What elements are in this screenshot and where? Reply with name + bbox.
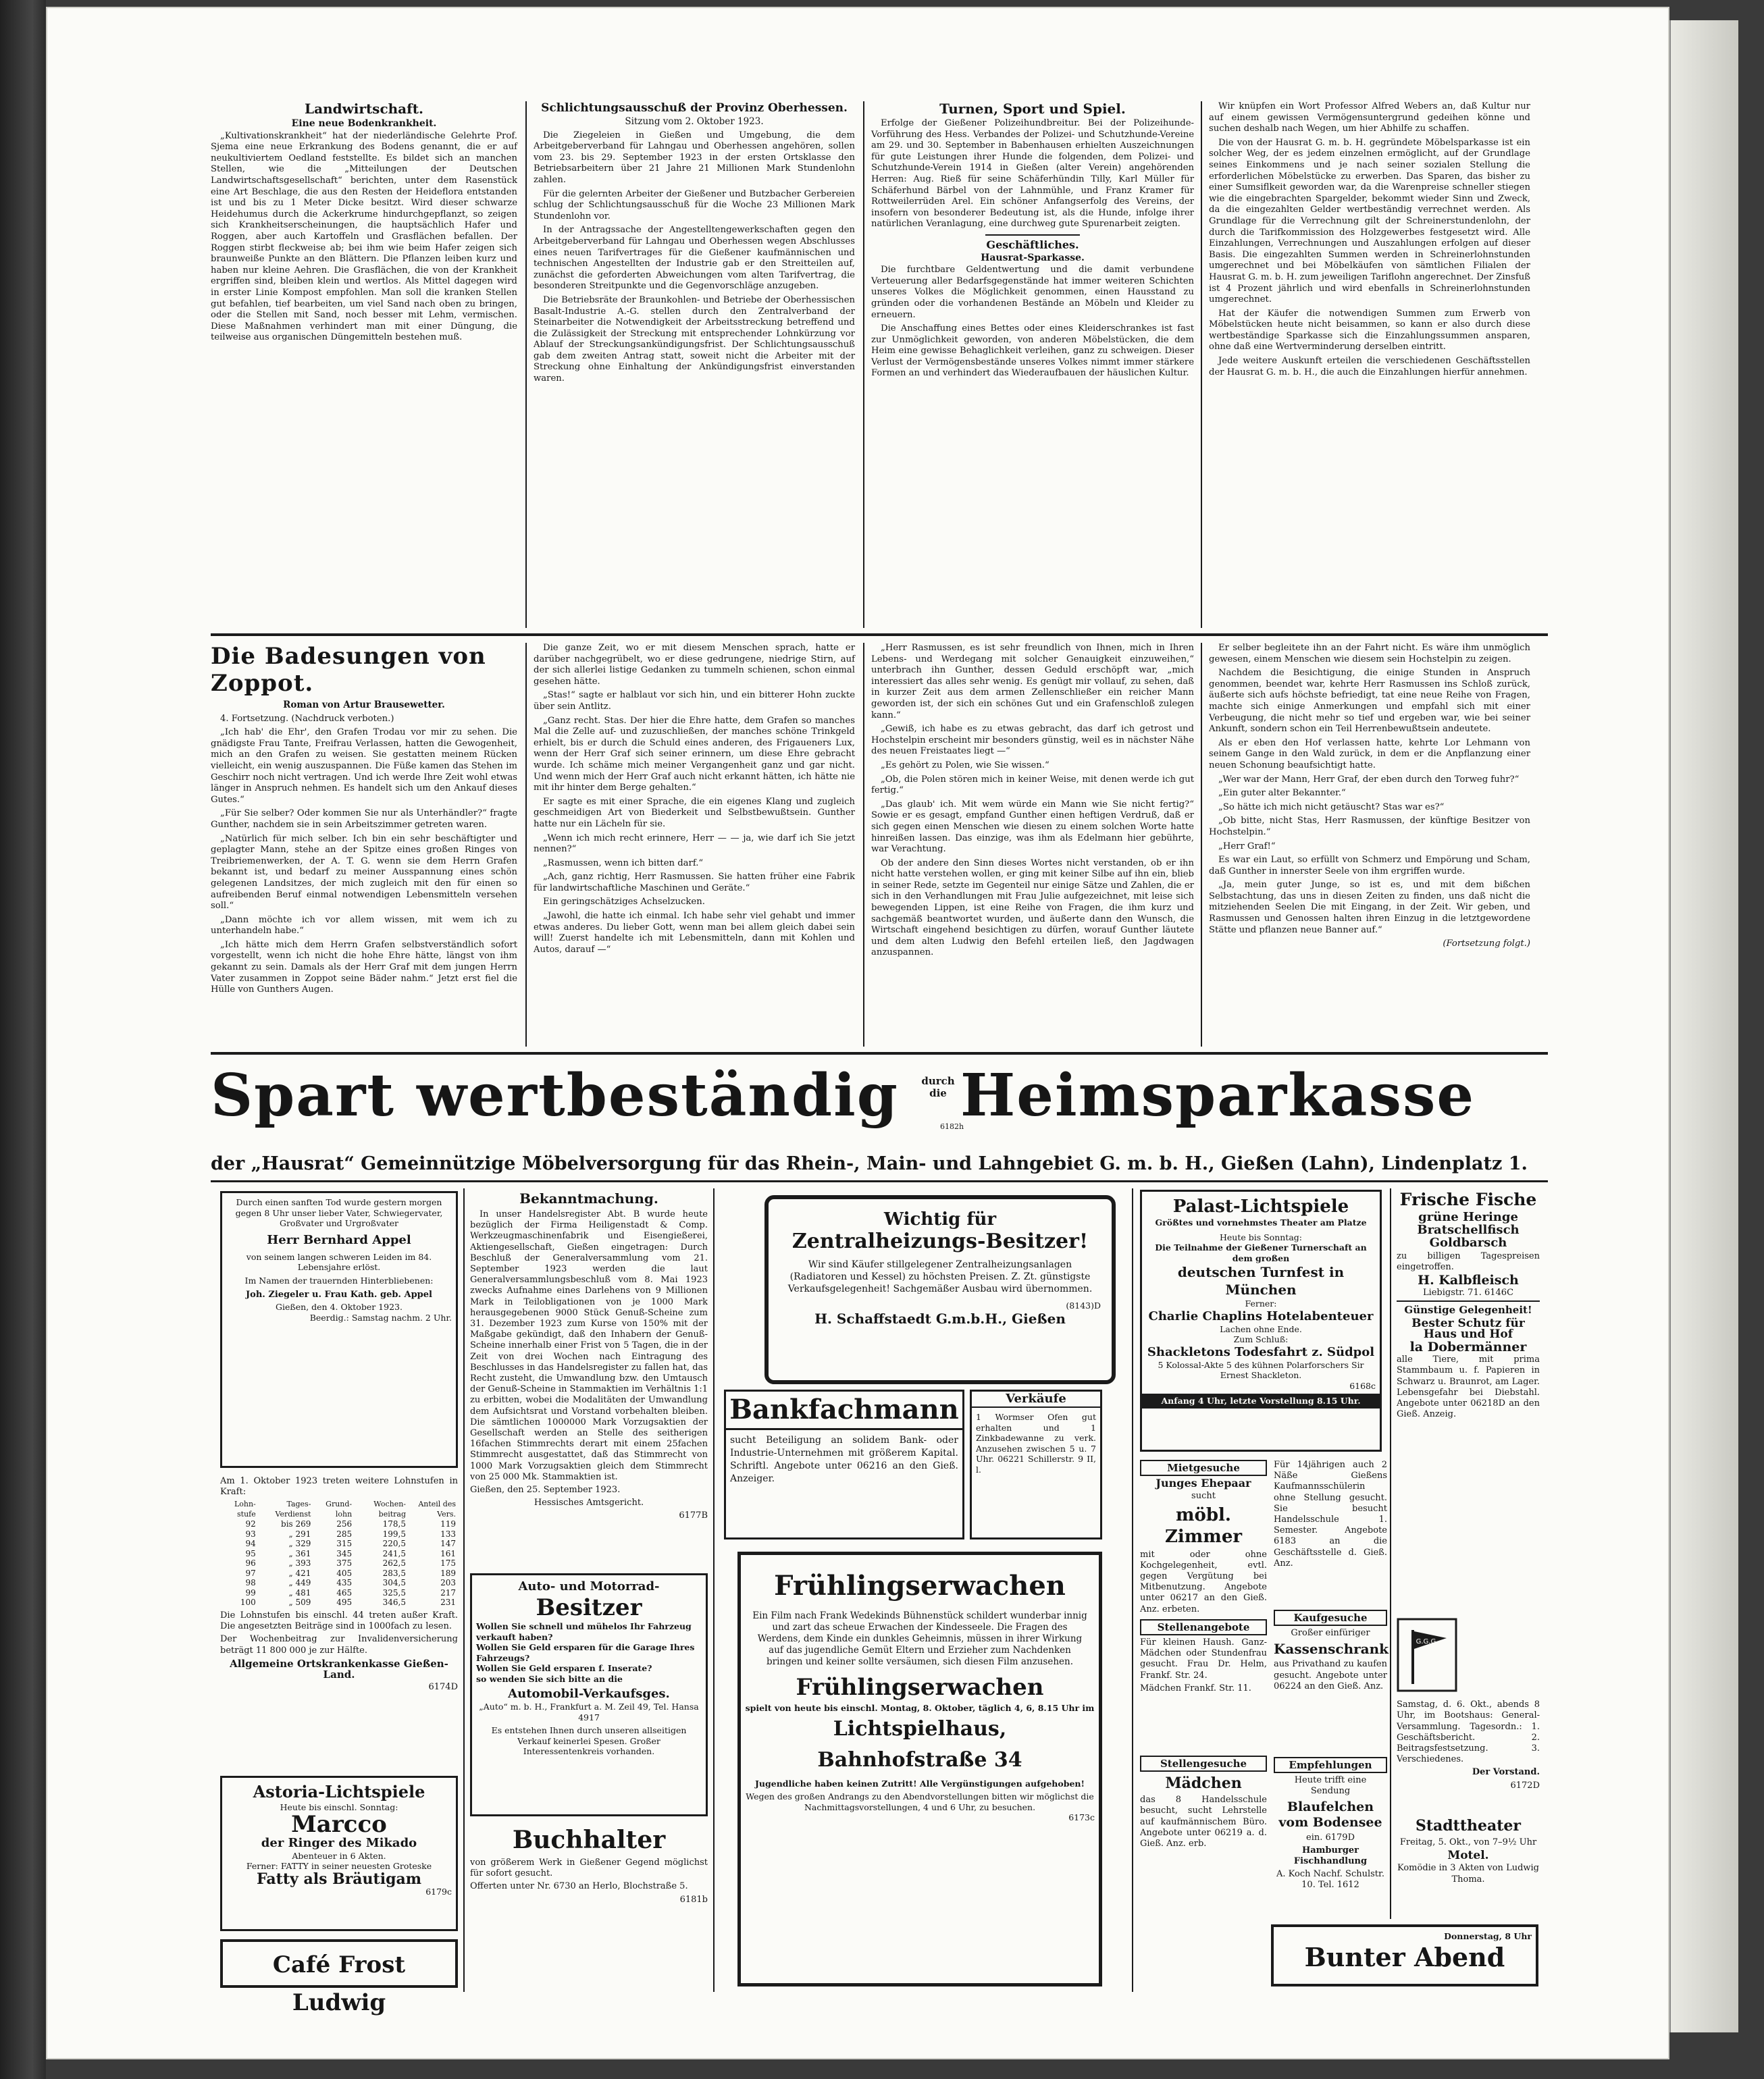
film-title: Shackletons Todesfahrt z. Südpol bbox=[1147, 1344, 1375, 1359]
table-cell: 285 bbox=[336, 1529, 353, 1539]
table-cell: 220,5 bbox=[382, 1539, 407, 1549]
ad-text: Lachen ohne Ende. bbox=[1220, 1323, 1302, 1334]
article-sport bbox=[871, 101, 1194, 628]
novel-note: 4. Fortsetzung. (Nachdruck verboten.) bbox=[220, 713, 394, 724]
ad-sign: Der Vorstand. bbox=[1472, 1767, 1540, 1778]
table-header: Wochen-beitrag bbox=[373, 1500, 407, 1519]
ad-head: Empfehlungen bbox=[1274, 1757, 1387, 1773]
continuation-note: (Fortsetzung folgt.) bbox=[1443, 939, 1530, 949]
paragraph: „Ein guter alter Bekannter.“ bbox=[1218, 788, 1346, 799]
ad-text: Bratschellfisch bbox=[1417, 1223, 1520, 1238]
article-head: Turnen, Sport und Spiel. bbox=[939, 101, 1126, 117]
column-rule bbox=[525, 643, 527, 1047]
paragraph: „Ja, mein guter Junge, so ist es, und mit dem bißchen Selbstachtung, das uns in diesen Zeiten zu finden, uns daß nicht die mitziehenden Seelen Die mit Eingang, in der Zeit. Wir geben, und Rasmussen und Genossen halten ihren Einzug in die letztgewordene Stätte und pflanzen neue Banner auf.“ bbox=[1209, 880, 1530, 935]
film-title: Frühlingserwachen bbox=[774, 1570, 1066, 1602]
newspaper-page bbox=[46, 7, 1669, 2059]
table-header: Anteil des Vers. bbox=[418, 1500, 456, 1519]
ad-head: Verkäufe bbox=[972, 1392, 1100, 1408]
ad-text: Wollen Sie Geld ersparen für die Garage Ihres Fahrzeugs? bbox=[476, 1642, 695, 1663]
flag-logo-icon bbox=[1397, 1618, 1457, 1692]
ad-title-line: Wichtig für bbox=[883, 1209, 997, 1230]
ad-code: 6173c bbox=[1068, 1812, 1095, 1822]
paragraph: Jede weitere Auskunft erteilen die verschiedenen Geschäftsstellen der Hausrat G. m. b. H., die auch die Einzahlungen hierfür annehmen. bbox=[1209, 356, 1530, 377]
article-date: Sitzung vom 2. Oktober 1923. bbox=[625, 116, 764, 127]
table-cell: 346,5 bbox=[382, 1598, 407, 1608]
table-header: Tages-Verdienst bbox=[275, 1500, 311, 1519]
ad-title: möbl. Zimmer bbox=[1164, 1504, 1243, 1547]
table-cell: „ 393 bbox=[288, 1558, 311, 1569]
table-row bbox=[220, 1539, 458, 1549]
table-cell: bis 269 bbox=[281, 1519, 311, 1529]
ad-text: von größerem Werk in Gießener Gegend möglichst für sofort gesucht. bbox=[470, 1858, 708, 1879]
table-row bbox=[220, 1578, 458, 1588]
film-title: Fatty als Bräutigam bbox=[257, 1870, 421, 1888]
table-cell: 304,5 bbox=[382, 1578, 407, 1588]
ad-text: Wollen Sie Geld ersparen f. Inserate? bbox=[476, 1663, 652, 1673]
column-rule bbox=[1390, 1188, 1391, 1919]
table-row bbox=[220, 1549, 458, 1559]
film-title: Frühlingserwachen bbox=[796, 1674, 1044, 1701]
ad-text: Komödie in 3 Akten von Ludwig Thoma. bbox=[1397, 1863, 1539, 1885]
play-title: Motel. bbox=[1447, 1849, 1489, 1863]
ad-text: Ein Film nach Frank Wedekinds Bühnenstück schildert wunderbar innig und zart das scheue Erwachen der Kindesseele. Die Fragen des Werdens, dem Kinde ein dunkles Geheimnis, müssen in ihrer Wirkung auf das jugendliche Gemüt Eltern und Erzieher zum Nachdenken bringen und keiner sollte versäumen, sich diesen Film anzusehen. bbox=[752, 1610, 1087, 1667]
table-cell: 231 bbox=[440, 1598, 456, 1608]
film-title: deutschen Turnfest in München bbox=[1177, 1264, 1345, 1298]
ad-text: sucht bbox=[1191, 1491, 1216, 1502]
paragraph: „Jawohl, die hatte ich einmal. Ich habe sehr viel gehabt und immer etwas anderes. Du lieber Gott, wenn man bei allem gleich dabei sein will! Zuerst handelte ich mit Lebensmitteln, dann mit Kohlen und Autos, darauf —“ bbox=[534, 911, 855, 955]
table-row bbox=[220, 1569, 458, 1579]
ad-text: Donnerstag, 8 Uhr bbox=[1444, 1931, 1532, 1941]
table-cell: 241,5 bbox=[382, 1548, 407, 1558]
table-cell: 435 bbox=[336, 1578, 353, 1588]
paragraph: „Ich hätte mich dem Herrn Grafen selbstverständlich sofort vorgestellt, wenn ich nicht die hohe Ehre hätte, längst von ihm gekannt zu sein. Damals als der Herr Graf mit dem jungen Herrn Vater zusammen in Zoppot seine Bäder nahm.“ Jetzt erst fiel die Hülle von Gunthers Augen. bbox=[211, 939, 517, 995]
article-head: Landwirtschaft. bbox=[305, 101, 423, 117]
ad-text: Offerten unter Nr. 6730 an Herlo, Blochstraße 5. bbox=[470, 1881, 688, 1892]
ad-title: Mädchen bbox=[1165, 1774, 1242, 1793]
table-cell: 119 bbox=[440, 1519, 456, 1529]
ad-code: 6172D bbox=[1510, 1780, 1540, 1791]
paragraph: Die Betriebsräte der Braunkohlen- und Betriebe der Oberhessischen Basalt-Industrie A.-G. stellen durch den Zentralverband der Steinarbeiter die Notwendigkeit der Arbeitsstreckung betreffend und die Zulässigkeit der Streckung mit entsprechender Lohnkürzung vor Ablauf der Streckungsankündigungsfrist. Der Schlichtungsausschuß gab dem zweiten Antrag statt, soweit nicht die Arbeiter mit der Streckung ohne Einhaltung der Ankündigungsfrist einverstanden waren. bbox=[534, 294, 855, 384]
bookkeeper-ad bbox=[470, 1824, 708, 1986]
article-head: Schlichtungsausschuß der Provinz Oberhessen. bbox=[541, 101, 848, 115]
ad-text: Die Teilnahme der Gießener Turnerschaft an dem großen bbox=[1155, 1242, 1367, 1263]
ad-text: zu billigen Tagespreisen eingetroffen. bbox=[1397, 1251, 1540, 1272]
ad-text: Zum Schluß: bbox=[1233, 1334, 1289, 1344]
ad-code: 6177B bbox=[679, 1510, 708, 1521]
table-cell: 175 bbox=[440, 1558, 456, 1569]
paragraph: „Ob, die Polen stören mich in keiner Weise, mit denen werde ich gut fertig.“ bbox=[871, 774, 1194, 796]
column-rule bbox=[863, 643, 864, 1047]
ad-text: Heute trifft eine Sendung bbox=[1294, 1775, 1367, 1797]
banner-mid-text: durch die bbox=[921, 1075, 955, 1099]
section-rule bbox=[211, 1052, 1548, 1055]
table-row bbox=[220, 1519, 458, 1529]
ad-head: Günstige Gelegenheit! bbox=[1397, 1300, 1540, 1315]
table-cell: 345 bbox=[336, 1548, 353, 1558]
table-cell: „ 329 bbox=[288, 1539, 311, 1549]
column-rule bbox=[863, 101, 864, 628]
table-cell: 375 bbox=[336, 1558, 353, 1569]
newspaper-sheet bbox=[211, 88, 1548, 2016]
paragraph: Die ganze Zeit, wo er mit diesem Menschen sprach, hatte er darüber nachgegrübelt, wo er diese gedrungene, niedrige Stirn, auf der sich allerlei listige Gedanken zu tummeln schienen, schon einmal gesehen hätte. bbox=[534, 643, 855, 687]
ad-text: aus Privathand zu kaufen gesucht. Angebote unter 06224 an den Gieß. Anz. bbox=[1274, 1659, 1387, 1691]
table-cell: 189 bbox=[440, 1568, 456, 1578]
banner-left-text: Spart wertbeständig bbox=[211, 1061, 899, 1130]
table-cell: 99 bbox=[245, 1587, 256, 1598]
paragraph: Er sagte es mit einer Sprache, die ein eigenes Klang und zugleich geschmeidigen Art von Biederkeit und Selbstbewußtsein. Gunther hatte nur ein Lächeln für sie. bbox=[534, 796, 855, 829]
column-rule bbox=[463, 1188, 465, 1992]
paragraph: Hat der Käufer die notwendigen Summen zum Erwerb von Möbelstücken heute nicht beisammen, so kann er also durch diese wertbeständige Sparkasse sich die Einzahlungssummen ansparen, ohne daß eine Wertverminderung derselben eintritt. bbox=[1209, 308, 1530, 352]
article-savings bbox=[1209, 101, 1530, 628]
death-notice bbox=[220, 1191, 458, 1468]
article-sub: Eine neue Bodenkrankheit. bbox=[291, 118, 437, 129]
paragraph: „Kultivationskrankheit“ hat der niederländische Gelehrte Prof. Sjema eine neue Erkrankung des Bodens genannt, die er auf neukultiviertem Oedland feststellte. Es bildet sich an manchen Stellen, wie die „Mitteilungen der Deutschen Landwirtschaftsgesellschaft“ berichten, unter dem Rasenstück eine Art Beschlage, die aus den Resten der Heideflora entstanden ist und bis zu 1 Meter Dicke besitzt. Wird dieser schwarze Heidehumus durch die Ackerkrume hindurchgepflanzt, so zeigen sich Krankheitserscheinungen, die hauptsächlich Hafer und Roggen, aber auch Kartoffeln und Grasflächen befallen. Der Roggen stirbt fleckweise ab; bei ihm wie beim Hafer zeigen sich braunweiße Punkte an den Blättern. Die Pflanzen leiben kurz und haben nur kleine Aehren. Die Grasflächen, die von der Krankheit ergriffen sind, bleiben klein und wertlos. Als Mittel dagegen wird in erster Linie Kompost empfohlen. Man soll die kranken Stellen gut befahlen, tief bearbeiten, um viel Sand nach oben zu bringen, oder die Stellen mit Sand, noch besser mit Lehm, vermischen. Diese Maßnahmen verhindert man mit einer Düngung, die teilweise aus organischen Düngemitteln bestehen muß. bbox=[211, 130, 517, 343]
apprentice-ad bbox=[1274, 1460, 1387, 1604]
section-rule bbox=[211, 1180, 1548, 1182]
table-cell: 161 bbox=[440, 1548, 456, 1558]
paragraph: Die furchtbare Geldentwertung und die damit verbundene Verteuerung aller Bedarfsgegenstände hat immer weiteren Schichten unseres Volkes die Möglichkeit genommen, einen Hausstand zu gründen oder die vorhandenen Bestände an Möbeln und Kleider zu erneuern. bbox=[871, 265, 1194, 320]
ad-head: Stellengesuche bbox=[1140, 1756, 1267, 1772]
column-rule bbox=[525, 101, 527, 628]
wage-table-ad bbox=[220, 1476, 458, 1766]
paragraph: „Dann möchte ich vor allem wissen, mit wem ich zu unterhandeln habe.“ bbox=[211, 914, 517, 937]
bank-ad bbox=[724, 1390, 964, 1539]
article-agriculture bbox=[211, 101, 517, 614]
film-fruehlingserwachen-ad bbox=[737, 1552, 1102, 1986]
table-cell: 495 bbox=[336, 1598, 353, 1608]
table-cell: 217 bbox=[440, 1587, 456, 1598]
paragraph: „Es gehört zu Polen, wie Sie wissen.“ bbox=[881, 760, 1049, 770]
table-cell: „ 421 bbox=[288, 1568, 311, 1578]
ad-address: „Auto“ m. b. H., Frankfurt a. M. Zeil 49, Tel. Hansa 4917 bbox=[479, 1702, 699, 1722]
cinema-title: Palast-Lichtspiele bbox=[1172, 1196, 1349, 1217]
table-cell: 262,5 bbox=[382, 1558, 407, 1569]
ad-title: Kassenschrank bbox=[1274, 1641, 1389, 1658]
table-row bbox=[220, 1598, 458, 1608]
film-title: Marcco bbox=[291, 1810, 387, 1838]
ad-title: Buchhalter bbox=[512, 1826, 666, 1854]
table-cell: 93 bbox=[245, 1529, 256, 1539]
paragraph: „Ob bitte, nicht Stas, Herr Rasmussen, der künftige Besitzer von Hochstelpin.“ bbox=[1209, 816, 1530, 837]
table-cell: 465 bbox=[336, 1587, 353, 1598]
ad-title: Bankfachmann bbox=[726, 1392, 962, 1430]
table-cell: „ 509 bbox=[288, 1598, 311, 1608]
paragraph: „Wenn ich mich recht erinnere, Herr — — ja, wie darf ich Sie jetzt nennen?“ bbox=[534, 833, 855, 855]
ad-address: A. Koch Nachf. Schulstr. 10. Tel. 1612 bbox=[1276, 1869, 1384, 1891]
ad-code: 6168c bbox=[1349, 1380, 1376, 1391]
cinema-title: Astoria-Lichtspiele bbox=[253, 1782, 425, 1801]
banner-subline: der „Hausrat“ Gemeinnützige Möbelversorgung für das Rhein-, Main- und Lahngebiet G. m. b. H., Gießen (Lahn), Lindenplatz 1. bbox=[211, 1153, 1528, 1174]
table-cell: „ 291 bbox=[288, 1529, 311, 1539]
astoria-cinema-ad bbox=[220, 1776, 458, 1931]
table-cell: 97 bbox=[245, 1568, 256, 1578]
ad-text: Bester Schutz für Haus und Hof bbox=[1411, 1316, 1525, 1341]
sale-ad bbox=[970, 1390, 1102, 1539]
banner-right-text: Heimsparkasse bbox=[960, 1061, 1476, 1130]
notice-court: Hessisches Amtsgericht. bbox=[534, 1498, 644, 1508]
ad-text: Der Wochenbeitrag zur Invalidenversicherung beträgt 11 800 000 je zur Hälfte. bbox=[220, 1634, 458, 1656]
ad-text: Für 14jährigen auch 2 Näße Gießens Kaufmannsschülerin ohne Stellung gesucht. Sie besucht Handelsschule 1. Semester. Angebote 6183 an die Geschäftsstelle d. Gieß. Anz. bbox=[1274, 1460, 1387, 1569]
table-row bbox=[220, 1529, 458, 1539]
paragraph: „Wer war der Mann, Herr Graf, der eben durch den Torweg fuhr?“ bbox=[1218, 774, 1520, 785]
paragraph: „Das glaub' ich. Mit wem würde ein Mann wie Sie nicht fertig?“ Sowie er es gesagt, empfand Gunther einen heftigen Verdruß, daß er sich gegen einen Menschen wie diesen zu einem solchen Worte hatte hinreißen lassen. Das einzige, was ihm als Edelmann hier gebührte, war Verachtung. bbox=[871, 799, 1194, 855]
ad-text: Freitag, 5. Okt., von 7–9½ Uhr bbox=[1399, 1837, 1537, 1847]
ad-text: Für kleinen Haush. Ganz-Mädchen oder Stundenfrau gesucht. Frau Dr. Helm, Frankf. Str. 24. bbox=[1140, 1637, 1267, 1681]
paragraph: „Ach, ganz richtig, Herr Rasmussen. Sie hatten früher eine Fabrik für landwirtschaftliche Maschinen und Geräte.“ bbox=[534, 872, 855, 893]
ad-text: Wollen Sie schnell und mühelos Ihr Fahrzeug verkauft haben? bbox=[476, 1621, 692, 1642]
ad-text: Samstag, d. 6. Okt., abends 8 Uhr, im Bootshaus: General-Versammlung. Tagesordn.: 1. Geschäftsbericht. 2. Beitragsfestsetzung. 3. Verschiedenes. bbox=[1397, 1700, 1540, 1765]
ad-place: Gießen, den 4. Oktober 1923. bbox=[276, 1302, 403, 1312]
paragraph: Die von der Hausrat G. m. b. H. gegründete Möbelsparkasse ist ein solcher Weg, der es jedem einzelnen ermöglicht, auf der Grundlage seines Einkommens und je nach seiner sozialen Stellung die erforderlichen Möbelstücke zu erwerben. Das Sparen, das bisher zu einer Sumsiflkeit geworden war, da die Warenpreise schneller stiegen wie die eingebrachten Spargelder, bekommt wieder Sinn und Zweck, da die eingezahlten Gelder wertbeständig verrechnet werden. Als Grundlage für die Verrechnung gilt der Schreinerstundenlohn, der durch die Tarifkommission des Holzgewerbes festgesetzt wird. Alle Einzahlungen, Verrechnungen und Auszahlungen erfolgen auf dieser Basis. Die eingezahlten Summen werden in Schreinerlohnstunden umgerechnet und bei Möbelkäufen von sämtlichen Filialen der Hausrat G. m. b. H. zum jeweiligen Tariflohn angerechnet. Der Zinsfuß ist 4 Prozent jährlich und wird ebenfalls in Schreinerlohnstunden umgerechnet. bbox=[1209, 137, 1530, 305]
fish-dogs-ad bbox=[1397, 1190, 1540, 1608]
ad-code: 6174D bbox=[428, 1682, 458, 1693]
cafe-ad bbox=[220, 1939, 458, 2016]
table-cell: 178,5 bbox=[382, 1519, 407, 1529]
table-cell: 203 bbox=[440, 1578, 456, 1588]
ad-text: spielt von heute bis einschl. Montag, 8. Oktober, täglich 4, 6, 8.15 Uhr im bbox=[745, 1703, 1095, 1713]
ad-text: Abenteuer in 6 Akten. bbox=[292, 1850, 386, 1861]
table-cell: 95 bbox=[245, 1548, 256, 1558]
ad-firm: H. Schaffstaedt G.m.b.H., Gießen bbox=[814, 1310, 1066, 1327]
ad-text: Ferner: bbox=[1245, 1298, 1277, 1309]
ad-text: das 8 Handelsschule besucht, sucht Lehrstelle auf kaufmännischem Büro. Angebote unter 06219 a. d. Gieß. Anz. erb. bbox=[1140, 1795, 1267, 1849]
family-name: Joh. Ziegeler u. Frau Kath. geb. Appel bbox=[246, 1290, 432, 1300]
club-ad bbox=[1397, 1614, 1540, 1792]
savings-banner bbox=[211, 1056, 1548, 1144]
table-cell: 92 bbox=[245, 1519, 256, 1529]
notice-head: Bekanntmachung. bbox=[519, 1190, 658, 1207]
ad-head: Kaufgesuche bbox=[1274, 1610, 1387, 1626]
table-cell: 147 bbox=[440, 1539, 456, 1549]
paragraph: „So hätte ich mich nicht getäuscht? Stas war es?“ bbox=[1218, 801, 1445, 812]
cafe-name: Café Frost Ludwig bbox=[272, 1951, 406, 2016]
purchase-wanted-ad bbox=[1274, 1610, 1387, 1752]
venue: Lichtspielhaus, Bahnhofstraße 34 bbox=[817, 1716, 1022, 1772]
paragraph: Nachdem die Besichtigung, die einige Stunden in Anspruch genommen, beendet war, kehrte Herr Rasmussen ins Schloß zurück, äußerte sich aufs höchste befriedigt, tat eine neue Reihe von Fragen, machte sich einige Anmerkungen und empfahl sich mit einer Verbeugung, die nicht mehr so tief und ergeben war, wie bei seiner Ankunft, sondern schon ein Teil Herrenbewußtsein andeutete. bbox=[1209, 668, 1530, 735]
ad-text: grüne Heringe bbox=[1418, 1210, 1518, 1224]
rent-wanted-ad bbox=[1140, 1460, 1267, 1750]
ad-text: Im Namen der trauernden Hinterbliebenen: bbox=[244, 1275, 434, 1286]
ad-code: 6179c bbox=[425, 1886, 452, 1897]
ad-head: Stellenangebote bbox=[1140, 1619, 1267, 1635]
deceased-name: Herr Bernhard Appel bbox=[267, 1232, 411, 1247]
table-cell: 100 bbox=[240, 1598, 256, 1608]
paragraph: „Ich hab' die Ehr', den Grafen Trodau vor mir zu sehen. Die gnädigste Frau Tante, Freifrau Verlassen, hatten die Gewogenheit, mich an den Grafen zu weisen. Sie gestatten meinem Rücken vielleicht, ein wenig auszuspannen. Die Füße kamen das Stehen im Geschirr noch nicht vertragen. Und ich werde Ihre Zeit wohl etwas länger in Anspruch nehmen. Es handelt sich um den Ankauf dieses Gutes.“ bbox=[211, 727, 517, 805]
novel-column-2 bbox=[534, 643, 855, 1048]
ad-burial: Beerdig.: Samstag nachm. 2 Uhr. bbox=[309, 1312, 452, 1323]
column-rule bbox=[1201, 101, 1202, 628]
paragraph: Ob der andere den Sinn dieses Wortes nicht verstanden, ob er ihn nicht hatte verstehen wollen, er ging mit keiner Silbe auf ihn ein, blieb in seiner Rede, setzte im Gegenteil nur einige Sätze und Zahlen, die er sich in den Verhandlungen mit Frau Julie aufgezeichnet, mit leise sich bewegenden Lippen, ist eine Reihe von Fragen, die ihm kurz und sachgemäß beantwortet wurden, und äußerte dann den Wunsch, die Wirtschaft eingehend besichtigen zu dürfen, worauf Gunther läutete und dem alten Ludwig den Befehl erteilen ließ, den Jagdwagen anzuspannen. bbox=[871, 858, 1194, 958]
paragraph: Die Anschaffung eines Bettes oder eines Kleiderschrankes ist fast zur Unmöglichkeit geworden, von anderen Möbelstücken, die dem Heim eine gewisse Behaglichkeit verleihen, ganz zu schweigen. Dieser Verlust der Vermögensbestände unseres Volkes nimmt immer stärkere Formen an und verhindert das Wiederaufbauen der häuslichen Kultur. bbox=[871, 323, 1194, 379]
paragraph: Als er eben den Hof verlassen hatte, kehrte Lor Lehmann von seinem Gange in den Wald zurück, in dem er die Anpflanzung einer neuen Schonung beaufsichtigt hatte. bbox=[1209, 737, 1530, 770]
ad-text: mit oder ohne Kochgelegenheit, evtl. gegen Vergütung bei Mitbenutzung. Angebote unter 06217 an den Gieß. Anz. erbeten. bbox=[1140, 1549, 1267, 1614]
ad-notice: Jugendliche haben keinen Zutritt! Alle Vergünstigungen aufgehoben! bbox=[755, 1778, 1085, 1789]
paragraph: In der Antragssache der Angestelltengewerkschaften gegen den Arbeitgeberverband für Lahngau und Oberhessen wegen Abschlusses eines neuen Tarifvertrages für die Gießener kaufmännischen und technischen Angestellten der Industrie gab er den Streitteilen auf, zunächst die geforderten Abweichungen vom alten Tarifvertrag, die besonderen Streitpunkte und die Gegenvorschläge anzugeben. bbox=[534, 225, 855, 292]
ad-text: Durch einen sanften Tod wurde gestern morgen gegen 8 Uhr unser lieber Vater, Schwiegervater, Großvater und Urgroßvater bbox=[235, 1197, 443, 1228]
table-cell: 325,5 bbox=[382, 1587, 407, 1598]
column-rule bbox=[1132, 1188, 1133, 1992]
film-title: Charlie Chaplins Hotelabenteuer bbox=[1148, 1309, 1374, 1323]
ad-firm: Automobil-Verkaufsges. bbox=[508, 1687, 670, 1701]
paragraph: Die Ziegeleien in Gießen und Umgebung, die dem Arbeitgeberverband für Lahngau und Oberhessen angehören, sollen vom 23. bis 29. September 1923 in der ersten Ortsklasse den Betriebsarbeitern über 21 Jahre 21 Millionen Mark Stundenlohn zahlen. bbox=[534, 130, 855, 185]
section-rule bbox=[211, 633, 1548, 636]
ad-text: Junges Ehepaar bbox=[1156, 1477, 1251, 1490]
paragraph: Er selber begleitete ihn an der Fahrt nicht. Es wäre ihm unmöglich gewesen, einem Menschen wie diesem sein Hochstelpin zu zeigen. bbox=[1209, 643, 1530, 664]
table-cell: 315 bbox=[336, 1539, 353, 1549]
ad-text: Es entstehen Ihnen durch unseren allseitigen Verkauf keinerlei Spesen. Großer Interessentenkreis vorhanden. bbox=[491, 1725, 687, 1756]
ad-text: alle Tiere, mit prima Stammbaum u. f. Papieren in Schwarz u. Braunrot, am Lager. Lebensgefahr bei Diebstahl. Angebote unter 06218D an den Gieß. Anzeig. bbox=[1397, 1354, 1540, 1420]
table-row bbox=[220, 1558, 458, 1569]
paragraph: „Natürlich für mich selber. Ich bin ein sehr beschäftigter und geplagter Mann, stehe an der Spitze eines großen Ringes von Treibriemenwerken, der A. T. G. wenn sie dem Herrn Grafen bekannt ist, und bedarf zu meiner Ausspannung eines schön gelegenen Landsitzes, der mich zugleich mit den für einen so aufreibenden Beruf einmal notwendigen Lebensmitteln versehen soll.“ bbox=[211, 833, 517, 912]
novel-title: Die Badesungen von Zoppot. bbox=[211, 643, 486, 697]
court-notice bbox=[470, 1190, 708, 1568]
paragraph: „Stas!“ sagte er halblaut vor sich hin, und ein bitterer Hohn zuckte über sein Antlitz. bbox=[534, 690, 855, 712]
table-cell: „ 361 bbox=[288, 1548, 311, 1558]
article-sub: Hausrat-Sparkasse. bbox=[981, 252, 1085, 263]
ad-address: Liebigstr. 71. 6146C bbox=[1422, 1288, 1514, 1298]
ad-title: Stadttheater bbox=[1415, 1817, 1521, 1835]
notice-body: In unser Handelsregister Abt. B wurde heute bezüglich der Firma Heiligenstadt & Comp. Werkzeugmaschinenfabrik und Eisengießerei, Aktiengesellschaft, Gießen eingetragen: Durch Beschluß der Generalversammlung vom 21. September 1923 werden die laut Generalversammlungsbeschluß vom 8. Mai 1923 zwecks Aufnahme eines Darlehens von 9 Millionen Mark in Teilobligationen von je 1000 Mark herausgegebenen 9000 Stück Genuß-Scheine zum 31. Dezember 1923 zum Kurse von 150% mit der Maßgabe gekündigt, daß den Inhabern der Genuß-Scheine innerhalb einer Frist von 5 Tagen, die in der Zeit von drei Wochen nach Eintragung des Beschlusses in das Handelsregister zu fallen hat, das Recht zusteht, die Umwandlung bzw. den Umtausch der Genuß-Scheine in Stammaktien im Verhältnis 1:1 zu erbitten, wobei die Modalitäten der Umwandlung dem Aufsichtsrat und Vorstand vorbehalten bleiben. Die sämtlichen 1000000 Mark Vorzugsaktien der Gesellschaft werden an Stelle des seitherigen 16fachen Stimmrechts derart mit einem 25fachen Stimmrecht ausgestattet, daß das Stimmrecht von 1000 Mark Vorzugsaktien gleich dem Stimmrecht von 25 000 Mk. Stammaktien ist. bbox=[470, 1209, 708, 1482]
ad-title: la Dobermänner bbox=[1409, 1340, 1527, 1355]
section-divider bbox=[985, 234, 1080, 236]
ad-head: Mietgesuche bbox=[1140, 1460, 1267, 1476]
ad-text: Heute bis einschl. Sonntag: bbox=[280, 1802, 398, 1812]
ad-text: Wir sind Käufer stillgelegener Zentralheizungsanlagen (Radiatoren und Kessel) zu höchsten Preisen. Z. Zt. günstigste Verkaufsgelegenheit! Sachgemäßer Ausbau wird übernommen. bbox=[787, 1259, 1093, 1294]
article-arbitration bbox=[534, 101, 855, 628]
article-head: Geschäftliches. bbox=[986, 238, 1079, 251]
ad-text: 1 Wormser Ofen gut erhalten und 1 Zinkbadewanne zu verk. Anzusehen zwischen 5 u. 7 Uhr. 06221 Schillerstr. 9 II, l. bbox=[976, 1412, 1096, 1475]
ad-title: Frische Fische bbox=[1399, 1190, 1537, 1209]
notice-date: Gießen, den 25. September 1923. bbox=[470, 1485, 621, 1496]
column-rule bbox=[1201, 643, 1202, 1047]
wage-table bbox=[220, 1500, 458, 1608]
ad-text: Die Lohnstufen bis einschl. 44 treten außer Kraft. Die angesetzten Beiträge sind in 1000fach zu lesen. bbox=[220, 1610, 458, 1632]
ad-text: Großer einfüriger bbox=[1291, 1628, 1370, 1639]
paragraph: „Rasmussen, wenn ich bitten darf.“ bbox=[543, 858, 704, 868]
paragraph: „Herr Rasmussen, es ist sehr freundlich von Ihnen, mich in Ihren Lebens- und Werdegang mit solcher Genauigkeit einzuweihen,“ unterbrach ihn Gunther, dessen Geduld erschöpft war, „mich interessiert das alles sehr wenig. Es genügt mir vollauf, zu sehen, daß in kurzer Zeit aus dem armen Zellenschließer ein reicher Mann geworden ist, der sich ein schönes Gut und ein Grafenschloß zulegen kann.“ bbox=[871, 643, 1194, 720]
paragraph: Wir knüpfen ein Wort Professor Alfred Webers an, daß Kultur nur auf einem gewissen Vermögensuntergrund gedeihen könne und suchen deshalb nach Wegen, um hier Abhilfe zu schaffen. bbox=[1209, 101, 1530, 134]
table-header: Grund-lohn bbox=[326, 1500, 353, 1519]
ad-text: 5 Kolossal-Akte 5 des kühnen Polarforschers Sir Ernest Shackleton. bbox=[1158, 1359, 1364, 1380]
paragraph: „Ganz recht. Stas. Der hier die Ehre hatte, dem Grafen so manches Mal die Zelle auf- und zuzuschließen, der manches schöne Trinkgeld erhielt, bis er durch die Schuld eines anderen, des Frigaueners Lux, wenn der Herr Graf sich seiner erinnern, um diese Ehre gebracht wurde. Ich schäme mich meiner Vergangenheit ganz und gar nicht. Und wenn mich der Herr Graf auch nicht erkannt hätten, ich hätte nie mit ihr hinter dem Berge gehalten.“ bbox=[534, 715, 855, 793]
theater-ad bbox=[1397, 1816, 1540, 1919]
novel-column-3 bbox=[871, 643, 1194, 1048]
ad-title: Blaufelchen vom Bodensee bbox=[1278, 1799, 1382, 1830]
ad-title-line: Auto- und Motorrad- bbox=[518, 1579, 660, 1594]
ad-title: Zentralheizungs-Besitzer! bbox=[792, 1230, 1089, 1253]
table-cell: „ 449 bbox=[288, 1578, 311, 1588]
novel-column-4 bbox=[1209, 643, 1530, 1048]
table-cell: 98 bbox=[245, 1578, 256, 1588]
page-edge bbox=[1669, 20, 1738, 2032]
auto-ad bbox=[470, 1573, 708, 1816]
job-wanted-ad bbox=[1140, 1756, 1267, 1985]
ad-title: Bunter Abend bbox=[1304, 1941, 1505, 1972]
ad-text: Ferner: FATTY in seiner neuesten Groteske bbox=[246, 1861, 432, 1871]
column-rule bbox=[713, 1188, 715, 1992]
ad-code: (8143)D bbox=[1066, 1300, 1101, 1311]
ad-text: so wenden Sie sich bitte an die bbox=[476, 1673, 623, 1684]
ad-code: 6181b bbox=[679, 1894, 708, 1905]
ad-text: ein. 6179D bbox=[1306, 1832, 1355, 1843]
logo-text: G.G.G. bbox=[1416, 1638, 1438, 1646]
table-cell: 133 bbox=[440, 1529, 456, 1539]
variety-evening-ad bbox=[1271, 1924, 1538, 1986]
film-subtitle: der Ringer des Mikado bbox=[261, 1835, 417, 1850]
paragraph: Erfolge der Gießener Polizeihundbreitur. Bei der Polizeihunde-Vorführung des Hess. Verbandes der Polizei- und Schutzhunde-Vereine am 29. und 30. September in Babenhausen erhielten Auszeichnungen für gute Leistungen ihrer Hunde die folgenden, dem Polizei- und Schutzhunde-Verein 1914 in Gießen (alter Verein) angehörenden Herren: Aug. Rieß für seine Schäferhündin Tilly, Karl Müller für Schäferhund Bärbel von der Lahnmühle, und Franz Kramer für Rottweilerrüden Arel. Ein schöner Anfangserfolg des Vereins, der insofern von besonderer Bedeutung ist, als die Hunde, infolge ihrer natürlichen Veranlagung, eine durchweg gute Spurenarbeit zeigten. bbox=[871, 118, 1194, 230]
ad-shop: H. Kalbfleisch bbox=[1418, 1273, 1519, 1288]
ad-text: Am 1. Oktober 1923 treten weitere Lohnstufen in Kraft: bbox=[220, 1476, 458, 1498]
cinema-subtitle: Größtes und vornehmstes Theater am Platze bbox=[1155, 1217, 1367, 1228]
table-cell: 199,5 bbox=[382, 1529, 407, 1539]
ad-text: sucht Beteiligung an solidem Bank- oder Industrie-Unternehmen mit größerem Kapital. Schriftl. Angebote unter 06216 an den Gieß. Anzeiger. bbox=[730, 1435, 958, 1484]
novel-column-1 bbox=[211, 643, 517, 1048]
ad-title: Besitzer bbox=[536, 1594, 642, 1621]
table-header: Lohn-stufe bbox=[234, 1500, 256, 1519]
paragraph: „Herr Graf!“ bbox=[1218, 841, 1276, 851]
recommendation-ad bbox=[1274, 1757, 1387, 1919]
heating-ad bbox=[764, 1195, 1116, 1384]
ad-footer: Anfang 4 Uhr, letzte Vorstellung 8.15 Uhr. bbox=[1142, 1394, 1380, 1409]
ad-text: Heute bis Sonntag: bbox=[1219, 1232, 1302, 1242]
table-cell: 96 bbox=[245, 1558, 256, 1569]
paragraph: Es war ein Laut, so erfüllt von Schmerz und Empörung und Scham, daß Gunther in innerster Seele von ihm ergriffen wurde. bbox=[1209, 855, 1530, 876]
paragraph: Für die gelernten Arbeiter der Gießener und Butzbacher Gerbereien schlug der Schlichtungsausschuß für die Woche 23 Millionen Mark Stundenlohn vor. bbox=[534, 188, 855, 221]
ad-text: Goldbarsch bbox=[1429, 1236, 1507, 1251]
ad-shop: Hamburger Fischhandlung bbox=[1293, 1845, 1368, 1867]
banner-code: 6182h bbox=[940, 1122, 964, 1131]
table-cell: 256 bbox=[336, 1519, 353, 1529]
paragraph: „Für Sie selber? Oder kommen Sie nur als Unterhändler?“ fragte Gunther, nachdem sie in sein Arbeitszimmer getreten waren. bbox=[211, 808, 517, 830]
book-binding bbox=[0, 0, 46, 2079]
ad-text: Wegen des großen Andrangs zu den Abendvorstellungen bitten wir möglichst die Nachmittagsvorstellungen, 4 und 6 Uhr, zu besuchen. bbox=[746, 1791, 1094, 1812]
paragraph: Ein geringschätziges Achselzucken. bbox=[543, 897, 705, 907]
table-cell: 405 bbox=[336, 1568, 353, 1578]
paragraph: „Gewiß, ich habe es zu etwas gebracht, das darf ich getrost und Hochstelpin erscheint mir besonders günstig, weil es in nächster Nähe des neuen Freistaates liegt —“ bbox=[871, 724, 1194, 757]
table-cell: „ 481 bbox=[288, 1587, 311, 1598]
table-cell: 94 bbox=[245, 1539, 256, 1549]
ad-issuer: Allgemeine Ortskrankenkasse Gießen-Land. bbox=[230, 1657, 448, 1681]
table-cell: 283,5 bbox=[382, 1568, 407, 1578]
table-row bbox=[220, 1588, 458, 1598]
palast-cinema-ad bbox=[1140, 1190, 1382, 1452]
wage-table-body bbox=[220, 1519, 458, 1608]
novel-byline: Roman von Artur Brausewetter. bbox=[283, 700, 445, 710]
ad-text: Mädchen Frankf. Str. 11. bbox=[1140, 1683, 1251, 1693]
ad-text: von seinem langen schweren Leiden im 84. Lebensjahre erlöst. bbox=[246, 1251, 432, 1272]
